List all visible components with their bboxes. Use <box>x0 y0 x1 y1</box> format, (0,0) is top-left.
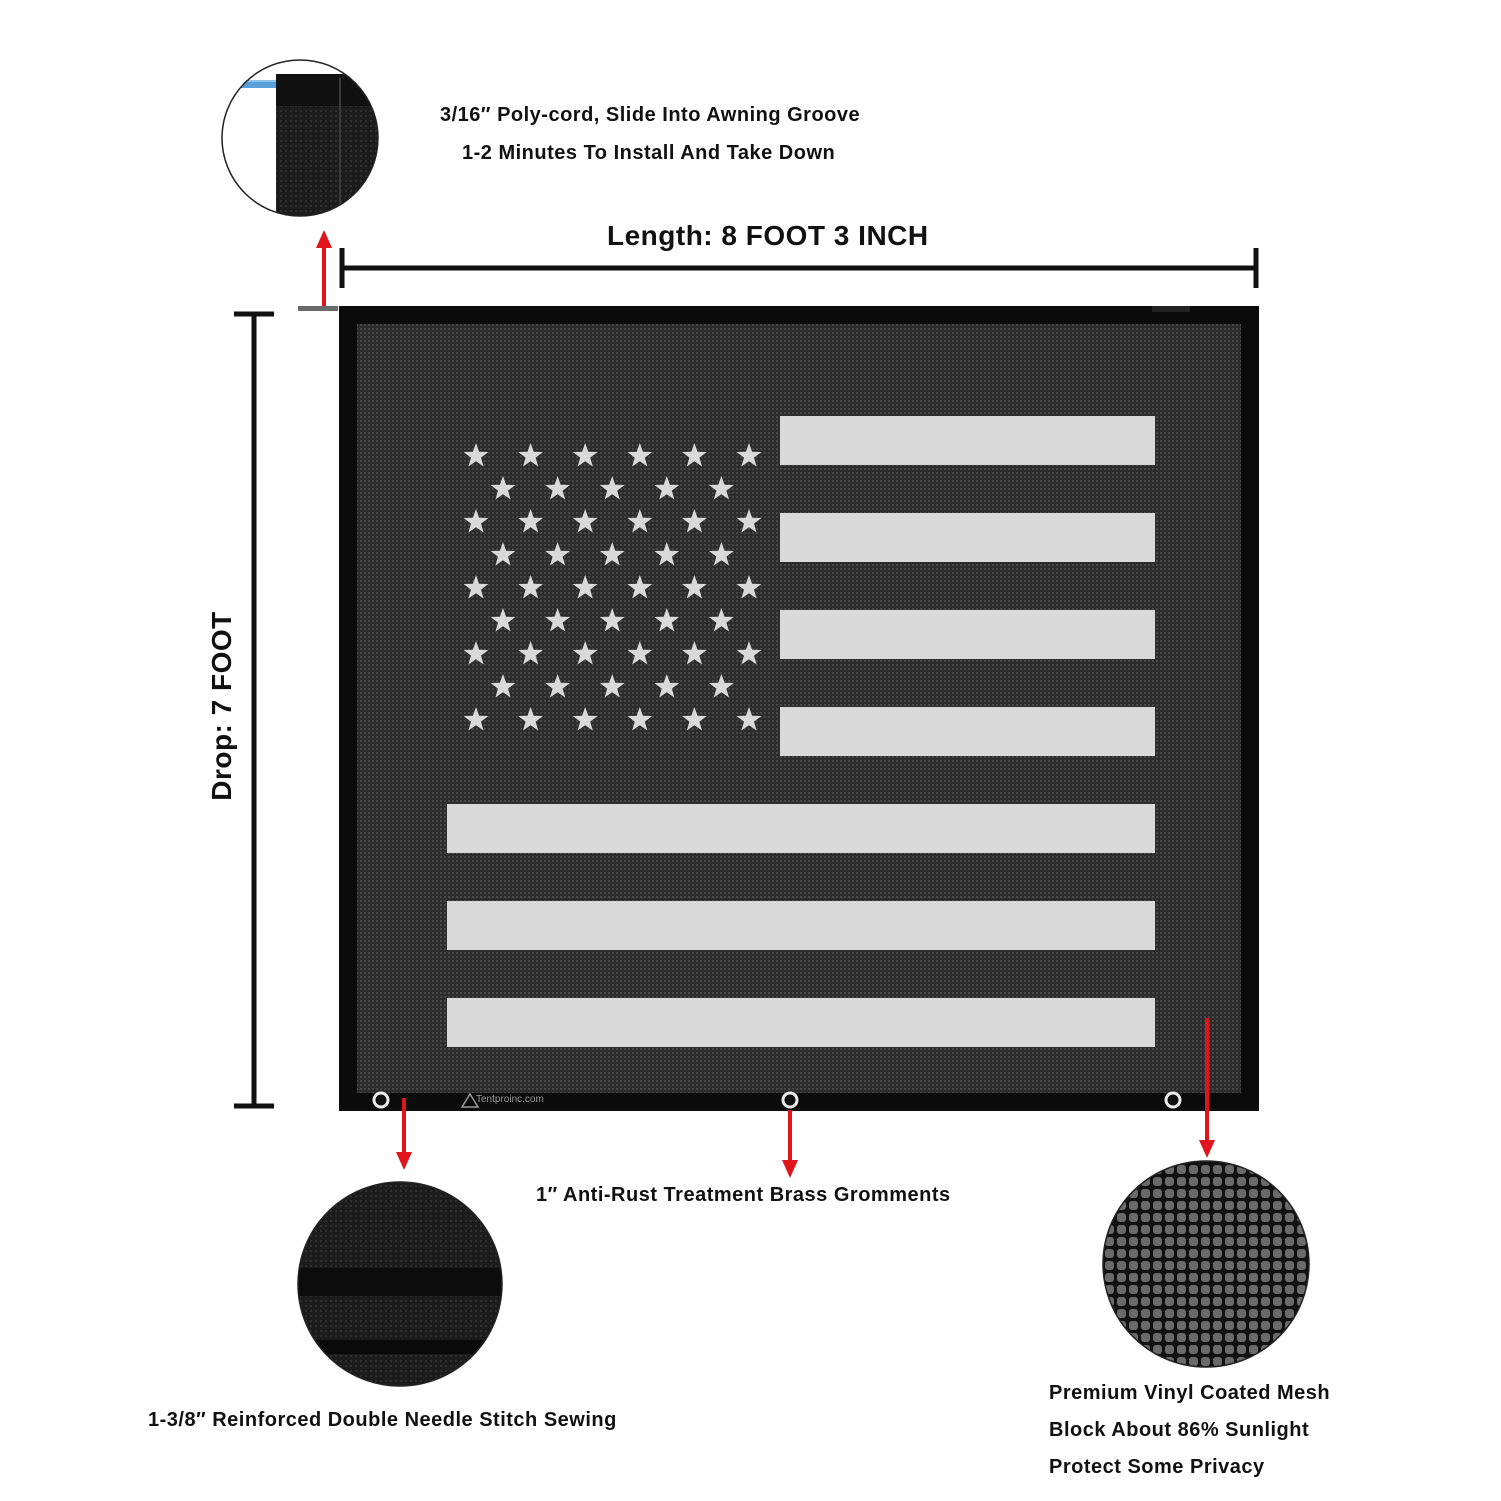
mesh-callout-line1: Premium Vinyl Coated Mesh <box>1049 1382 1331 1404</box>
flag-stripe <box>447 998 1155 1047</box>
length-label: Length: 8 FOOT 3 INCH <box>607 220 929 251</box>
flag-stripe <box>447 901 1155 950</box>
mesh-detail <box>1100 1158 1312 1370</box>
cord-callout-line2: 1-2 Minutes To Install And Take Down <box>462 142 836 164</box>
red-arrow-icon <box>298 230 338 311</box>
mesh-callout-line2: Block About 86% Sunlight <box>1049 1419 1310 1441</box>
grommet-callout: 1″ Anti-Rust Treatment Brass Gromments <box>536 1184 951 1206</box>
cord-callout-line1: 3/16″ Poly-cord, Slide Into Awning Groove <box>440 104 861 126</box>
stitch-detail <box>296 1180 506 1390</box>
brand-label: Tentproinc.com <box>476 1094 544 1105</box>
flag-stripe <box>780 513 1155 562</box>
drop-dimension <box>234 314 274 1106</box>
flag-stripe <box>780 416 1155 465</box>
flag-stripe <box>780 707 1155 756</box>
flag-stripe <box>780 610 1155 659</box>
poly-cord-detail <box>220 58 386 224</box>
length-dimension <box>342 248 1256 288</box>
mesh-callout-line3: Protect Some Privacy <box>1049 1456 1265 1478</box>
drop-label: Drop: 7 FOOT <box>206 611 237 801</box>
flag-stripe <box>447 804 1155 853</box>
sewing-callout: 1-3/8″ Reinforced Double Needle Stitch Sewing <box>148 1409 617 1431</box>
